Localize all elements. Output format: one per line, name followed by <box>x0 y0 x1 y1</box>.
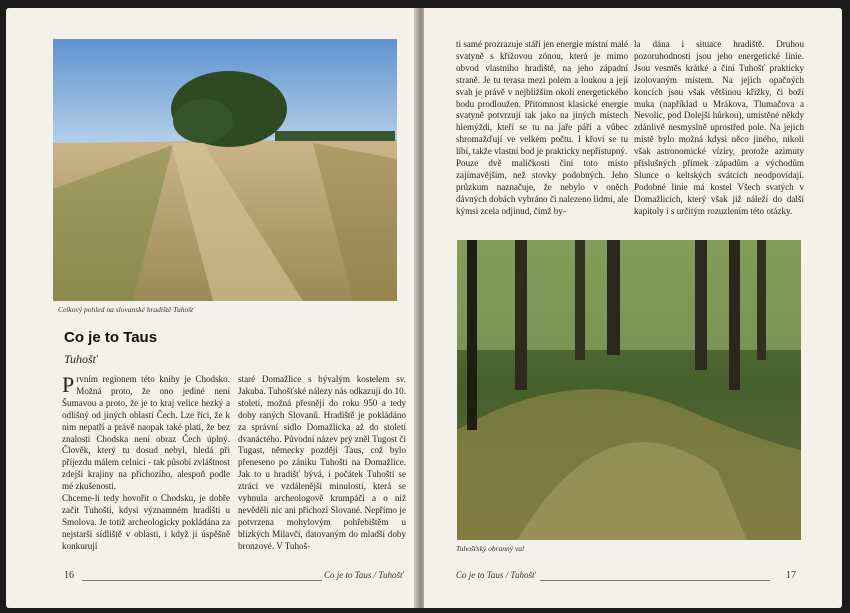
chapter-heading: Co je to Taus <box>64 329 158 346</box>
forest-photo-caption: Tuhošťský obranný val <box>456 544 525 553</box>
field-photo <box>53 39 397 301</box>
left-column-2 <box>238 374 406 553</box>
left-column-1 <box>62 374 230 553</box>
photo-caption: Celkový pohled na slovanské hradiště Tuhošť <box>58 305 194 314</box>
forest-photo <box>457 240 801 540</box>
drop-cap: P <box>62 372 75 397</box>
footer-rule-left <box>82 580 322 581</box>
running-title-right: Co je to Taus / Tuhošť <box>456 570 536 580</box>
paragraph-6: la dána i situace hradiště. Druhou pozoruhodností jsou jeho energetické linie. Jsou vesměs krátké a činí Tuhošť prakticky izolovaným místem. Na jejich opačných koncích jsou však většinou křížky, či boží muka (například u Mrákova, Tlumačova a Nevolic, pod Dolejší hůrkou), umístěné někdy zdánlivě nesmyslně uprostřed pole. Na jejich místě bylo možná kdysi něco jiného, nikoli však astronomické víziry, protože azimuty příslušných přímek západům a východům Slunce o keltských svátcích neodpovídají. Podobné linie má kostel Všech svatých v Domažlicích, který však již náleží do další kapitoly i s určitým rozuzlením této otázky. <box>634 39 804 216</box>
left-page <box>6 8 418 608</box>
running-title-left: Co je to Taus / Tuhošť <box>324 570 404 580</box>
right-column-1 <box>456 39 628 218</box>
paragraph-1: rvním regionem této knihy je Chodsko. Možná proto, že ono jediné není Šumavou a proto, že je to kraj velice hezký a odlišný od jiných oblastí Čech. Lze říci, že k nim nepatří a právě naopak také platí, že bez znalosti Chodska není obraz Čech úplný. Člověk, který tu dosud nebyl, hledá při příjezdu málem celnici - tak působí zvláštnost zdejší krajiny na příchozího, alespoň podle mé zkušenosti. <box>62 374 230 492</box>
paragraph-3: staré Domažlice s bývalým kostelem sv. Jakuba. Tuhošťské nálezy nás odkazují do 10. století, možná přesněji do roku 950 a tedy doby raných Slovanů. Hradiště je pokládáno za správní sídlo Domažlicka až do století dvanáctého. Původní název prý zněl Tugost či Tugast, německy později Taus, což bylo přeneseno po zániku Tuhošti na Domažlice. Jak to u hradišť bývá, i počátek Tuhošti se ztrácí ve vzdálenější minulosti, která se vyhnula archeologově krumpáči a o níž nevěděli nic ani příchozí Slované. Nepřímo je potvrzena mohylovým pohřebištěm u blízkých Milavčí, datovaným do mladší doby bronzové. V Tuhoš- <box>238 374 406 551</box>
paragraph-5: Pouze dvě maličkosti činí toto místo zajímavějším, než stovky podobných. Jeho průzkum naznačuje, že nebylo v oněch dávných dobách vybráno či nalezeno lidmi, ale kýmsi zcela odjinud, čímž by- <box>456 158 628 216</box>
right-page <box>424 8 842 608</box>
paragraph-4: ti samé prozrazuje stáří jen energie místní malé svatyně s křížovou zónou, která je mimo obvod vlastního hradiště, na jeho západní straně. Je tu terasa mezi polem a loukou a její svah je právě v nejbližším okolí energetického bodu prodloužen. Přítomnost klasické energie svatyně potvrzují tak jako na jiných místech hlemýždi, kteří se tu na jaře páří a vůbec shromažďují ve velkém počtu. I křoví se tu líbí, takže vlastní bod je prakticky nepřístupný. <box>456 39 628 157</box>
chapter-subheading: Tuhošť <box>64 352 98 366</box>
forest-rampart-image <box>457 240 801 540</box>
page-number-right: 17 <box>786 570 796 581</box>
page-number-left: 16 <box>64 570 74 581</box>
footer-rule-right <box>540 580 770 581</box>
field-landscape-image <box>53 39 397 301</box>
paragraph-2: Chceme-li tedy hovořit o Chodsku, je dobře začít Tuhoští, kdysi významném hradišti u Smolova. Je totiž archeologicky pokládána za nejstarší sídliště v oblasti, i když jí úspěšně konkurují <box>62 493 230 551</box>
right-column-2 <box>634 39 804 218</box>
